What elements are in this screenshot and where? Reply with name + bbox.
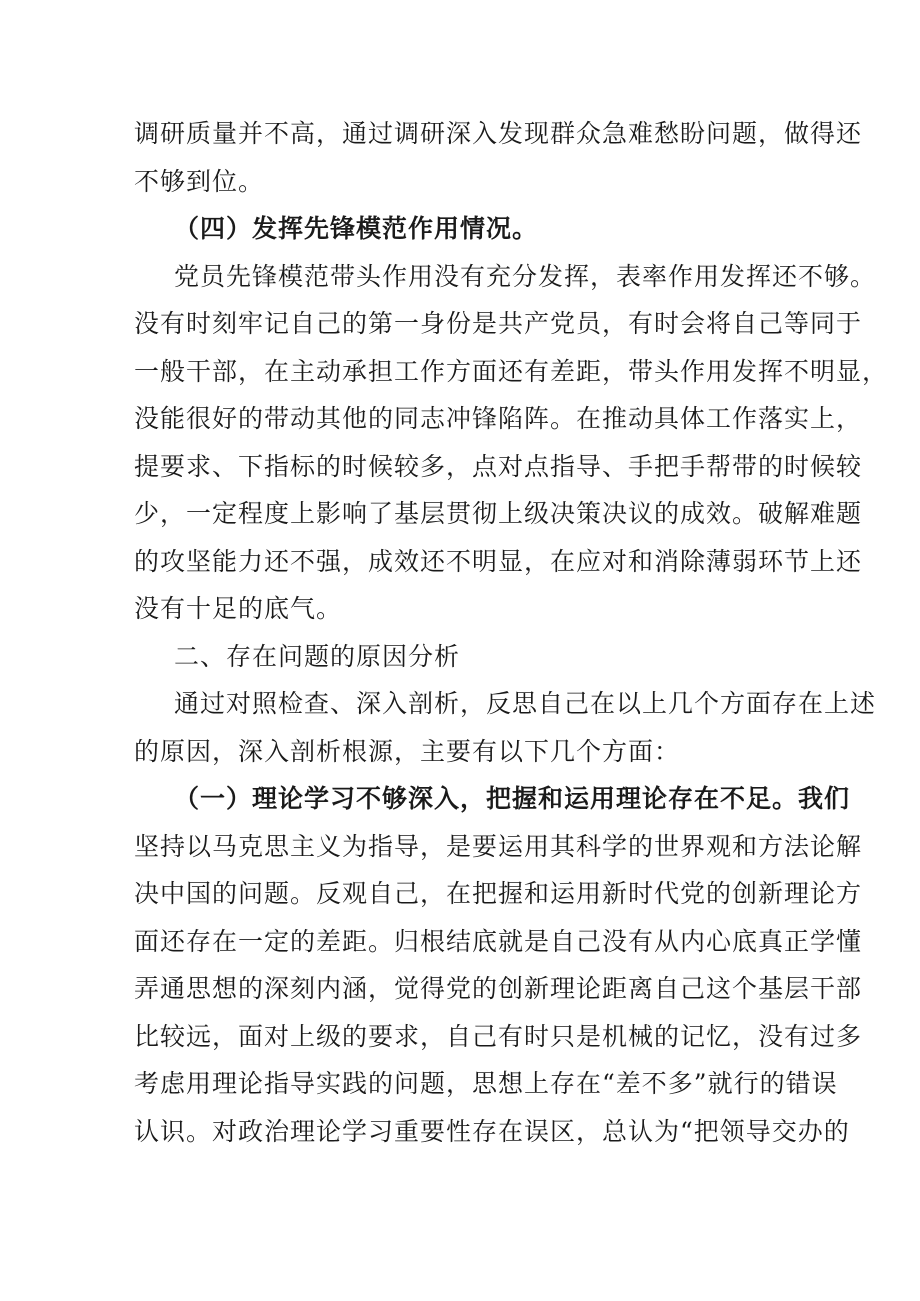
text-line: 党员先锋模范带头作用没有充分发挥，表率作用发挥还不够。 — [174, 261, 877, 291]
section-heading-2: 二、存在问题的原因分析 — [174, 641, 461, 671]
text-line: 考虑用理论指导实践的问题，思想上存在“差不多”就行的错误 — [134, 1069, 838, 1098]
text-line: 比较远，面对上级的要求，自己有时只是机械的记忆，没有过多 — [134, 1021, 863, 1051]
text-line: 一般干部，在主动承担工作方面还有差距，带头作用发挥不明显， — [134, 356, 889, 386]
section-heading-4: （四）发挥先锋模范作用情况。 — [174, 214, 539, 243]
text-line: 弄通思想的深刻内涵，觉得党的创新理论距离自己这个基层干部 — [134, 974, 863, 1003]
text-line: 少，一定程度上影响了基层贯彻上级决策决议的成效。破解难题 — [134, 499, 863, 528]
text-line: 面还存在一定的差距。归根结底就是自己没有从内心底真正学懂 — [134, 926, 863, 956]
text-line: 调研质量并不高，通过调研深入发现群众急难愁盼问题，做得还 — [134, 119, 863, 148]
text-line: 没有时刻牢记自己的第一身份是共产党员，有时会将自己等同于 — [134, 309, 863, 338]
text-line: 提要求、下指标的时候较多，点对点指导、手把手帮带的时候较 — [134, 451, 863, 481]
document-body — [134, 110, 889, 1155]
text-line: 没能很好的带动其他的同志冲锋陷阵。在推动具体工作落实上， — [134, 404, 863, 433]
text-line: 不够到位。 — [134, 166, 265, 196]
text-line: 决中国的问题。反观自己，在把握和运用新时代党的创新理论方 — [134, 879, 863, 908]
text-line: 的攻坚能力还不强，成效还不明显，在应对和消除薄弱环节上还 — [134, 546, 863, 576]
text-line: 认识。对政治理论学习重要性存在误区，总认为“把领导交办的 — [134, 1116, 850, 1146]
text-line: 通过对照检查、深入剖析，反思自己在以上几个方面存在上述 — [174, 689, 877, 718]
text-line: 坚持以马克思主义为指导，是要运用其科学的世界观和方法论解 — [134, 831, 863, 861]
subsection-heading-1: （一）理论学习不够深入，把握和运用理论存在不足。我们 — [174, 784, 851, 813]
text-line: 的原因，深入剖析根源，主要有以下几个方面： — [134, 736, 681, 766]
text-line: 没有十足的底气。 — [134, 594, 343, 623]
